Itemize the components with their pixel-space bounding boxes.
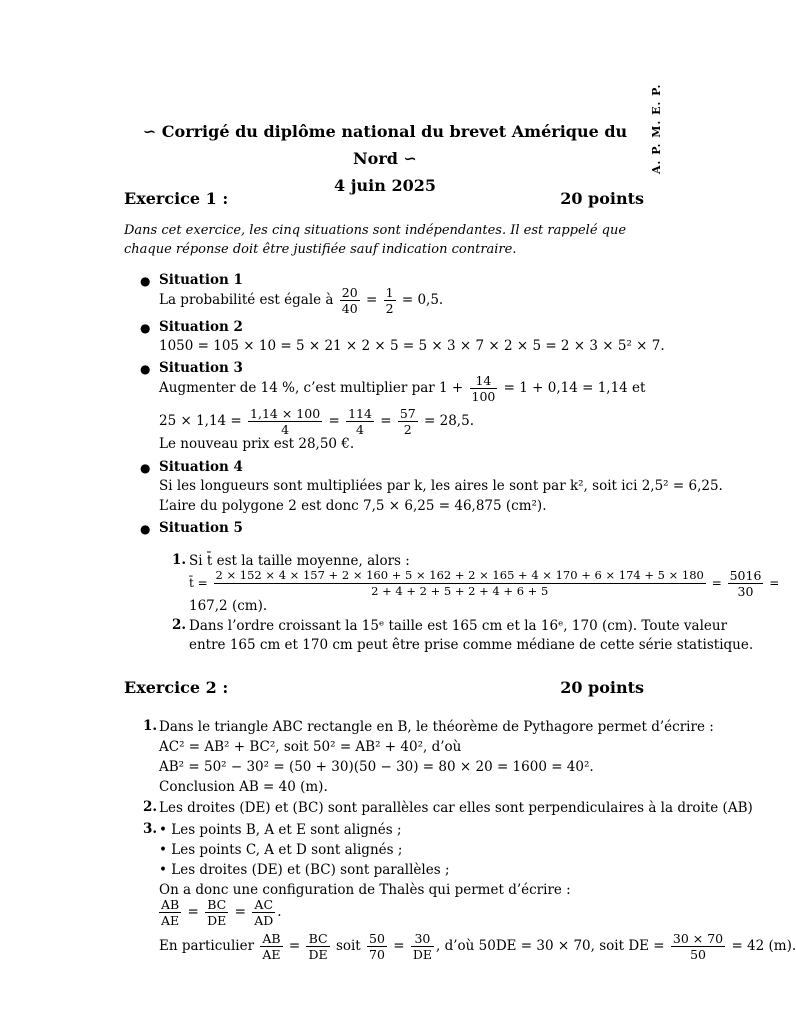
q3-line-4: On a donc une configuration de Thalès qui permet d’écrire :: [159, 882, 571, 898]
fraction: $\frac{20}{40}$: [341, 285, 358, 316]
bullet-icon: ●: [140, 461, 151, 475]
situation-4-line-1: Si les longueurs sont multipliées par k, les aires le sont par k², soit ici 2,5² = 6,25.: [159, 478, 723, 494]
title-line-2: 4 juin 2025: [334, 176, 436, 195]
situation-2-text: 1050 = 105 × 10 = 5 × 21 × 2 × 5 = 5 × 3 × 7 × 2 × 5 = 2 × 3 × 5² × 7.: [159, 338, 665, 354]
side-label: A. P. M. E. P.: [650, 83, 663, 174]
item-number: 2.: [172, 617, 187, 633]
bullet-icon: ●: [140, 274, 151, 288]
bullet-icon: ●: [140, 362, 151, 376]
exercise-2-heading: [124, 678, 644, 697]
situation-5-item-2-line-1: Dans l’ordre croissant la 15ᵉ taille est 165 cm et la 16ᵉ, 170 (cm). Toute valeur: [189, 618, 728, 634]
fraction: $\frac{1}{2}$: [385, 285, 394, 316]
mean-formula: t̄ = 2 × 152 × 4 × 157 + 2 × 160 + 5 × 162 + 2 × 165 + 4 × 170 + 6 × 174 + 5 × 180 2 + 4 + 2 + 5 + 2 + 4 + 6 + 5 = $\frac{5016}{30}$ =: [189, 568, 780, 599]
situation-3-line-1: Augmenter de 14 %, c’est multiplier par 1 + $\frac{14}{100}$ = 1 + 0,14 = 1,14 et: [159, 373, 646, 404]
item-number: 1.: [172, 552, 187, 568]
bullet-icon: ●: [140, 522, 151, 536]
q3-bullet-3: • Les droites (DE) et (BC) sont parallèles ;: [159, 862, 450, 878]
situation-5-item-1-text: Si t̄ est la taille moyenne, alors :: [189, 553, 410, 569]
title-line-1: ∽ Corrigé du diplôme national du brevet Amérique du Nord ∽: [142, 122, 628, 168]
thales-ratios: $\frac{AB}{AE}$ = $\frac{BC}{DE}$ = $\frac{AC}{AD}$ .: [161, 897, 282, 928]
q1-line-3: AB² = 50² − 30² = (50 + 30)(50 − 30) = 80 × 20 = 1600 = 40².: [159, 759, 594, 775]
question-number: 2.: [143, 799, 158, 815]
situation-1-label: Situation 1: [159, 272, 243, 288]
exercise-2-title: Exercice 2 :: [124, 678, 229, 697]
q1-line-2: AC² = AB² + BC², soit 50² = AB² + 40², d’où: [159, 739, 462, 755]
question-number: 1.: [143, 718, 158, 734]
exercise-1-title: Exercice 1 :: [124, 189, 229, 208]
situation-4-label: Situation 4: [159, 459, 243, 475]
q3-bullet-2: • Les points C, A et D sont alignés ;: [159, 842, 403, 858]
situation-4-line-2: L’aire du polygone 2 est donc 7,5 × 6,25 = 46,875 (cm²).: [159, 498, 547, 514]
exercise-2-points: 20 points: [560, 678, 644, 697]
situation-5-item-2-line-2: entre 165 cm et 170 cm peut être prise comme médiane de cette série statistique.: [189, 637, 754, 653]
situation-5-label: Situation 5: [159, 520, 243, 536]
exercise-1-points: 20 points: [560, 189, 644, 208]
situation-3-line-2: 25 × 1,14 = $\frac{1,14 \times 100}{4}$ = $\frac{114}{4}$ = $\frac{57}{2}$ = 28,5.: [159, 406, 474, 437]
q1-line-1: Dans le triangle ABC rectangle en B, le théorème de Pythagore permet d’écrire :: [159, 719, 714, 735]
question-number: 3.: [143, 821, 158, 837]
situation-3-label: Situation 3: [159, 360, 243, 376]
situation-1-text: La probabilité est égale à $\frac{20}{40}$ = $\frac{1}{2}$ = 0,5.: [159, 285, 444, 316]
q2-line-1: Les droites (DE) et (BC) sont parallèles car elles sont perpendiculaires à la droite (AB): [159, 800, 753, 816]
q1-line-4: Conclusion AB = 40 (m).: [159, 779, 328, 795]
document-title: [120, 118, 650, 199]
exercise-1-intro: Dans cet exercice, les cinq situations sont indépendantes. Il est rappelé que chaque réponse doit être justifiée sauf indication contraire.: [124, 223, 627, 257]
situation-2-label: Situation 2: [159, 319, 243, 335]
q3-line-6: En particulier $\frac{AB}{AE}$ = $\frac{BC}{DE}$ soit $\frac{50}{70}$ = $\frac{30}{DE}$ , d’où 50DE = 30 × 70, soit DE = $\frac{30 \times 70}{50}$ = 42 (m).: [159, 931, 796, 962]
bullet-icon: ●: [140, 321, 151, 335]
situation-3-line-3: Le nouveau prix est 28,50 €.: [159, 436, 355, 452]
q3-bullet-1: • Les points B, A et E sont alignés ;: [159, 822, 402, 838]
mean-result: 167,2 (cm).: [189, 598, 268, 614]
exercise-1-heading: [124, 189, 644, 208]
